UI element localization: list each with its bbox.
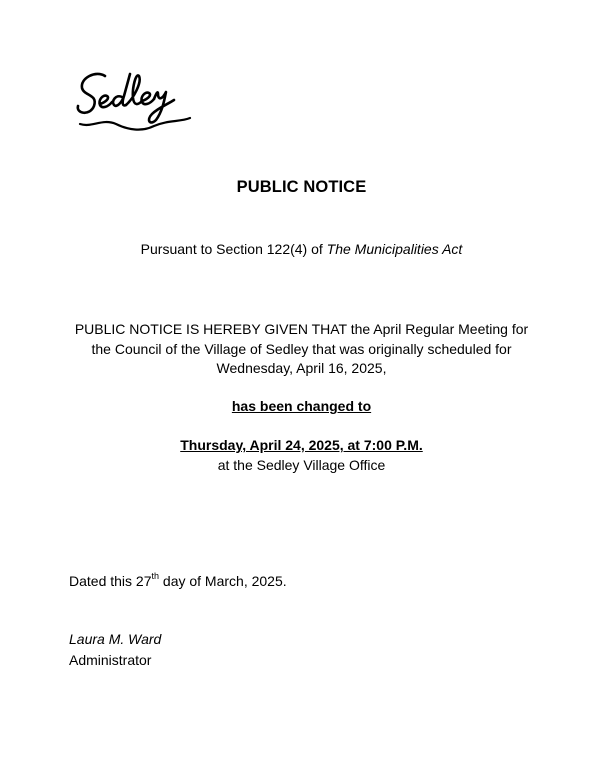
meeting-location: at the Sedley Village Office bbox=[217, 457, 386, 473]
dated-line bbox=[69, 573, 287, 589]
page-title: PUBLIC NOTICE bbox=[236, 178, 367, 196]
pursuant-prefix: Pursuant to Section 122(4) of bbox=[140, 241, 327, 257]
sedley-script-logo-icon bbox=[72, 68, 196, 146]
changed-label: has been changed to bbox=[231, 398, 372, 414]
signer-role: Administrator bbox=[69, 652, 152, 668]
sedley-logo bbox=[72, 68, 196, 146]
notice-body: PUBLIC NOTICE IS HEREBY GIVEN THAT the April Regular Meeting for the Council of the Village of Sedley that was originally scheduled for Wednesday, April 16, 2025, bbox=[74, 321, 529, 376]
signer-name: Laura M. Ward bbox=[69, 631, 162, 647]
dated-ordinal: th bbox=[151, 571, 160, 581]
dated-suffix: day of March, 2025. bbox=[159, 573, 287, 589]
act-name: The Municipalities Act bbox=[326, 241, 463, 257]
pursuant-line bbox=[0, 241, 603, 257]
new-meeting-datetime: Thursday, April 24, 2025, at 7:00 P.M. bbox=[180, 437, 423, 453]
dated-prefix: Dated this 27 bbox=[69, 573, 152, 589]
